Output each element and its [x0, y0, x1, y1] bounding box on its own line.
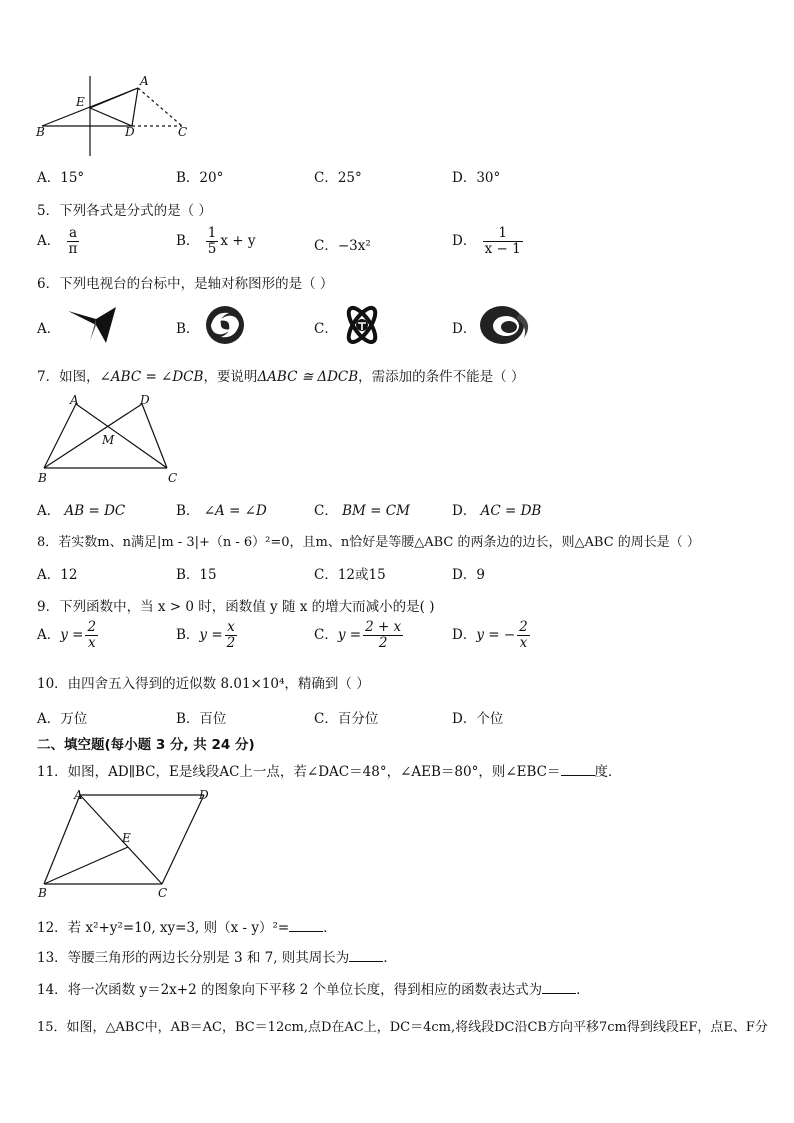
q9-a-fraction: $\frac{2}{x}$	[87, 619, 97, 651]
q11-label-d: D	[199, 788, 209, 802]
q5-a-fraction: $\frac{a}{\pi}$	[68, 225, 78, 257]
q9-option-a: A．y = $\frac{2}{x}$	[37, 619, 97, 651]
q4-option-a: A．15°	[37, 170, 85, 186]
q13-answer-blank[interactable]	[349, 960, 383, 962]
q6-option-d-label: D．	[452, 321, 477, 337]
q4-label-a: A	[140, 74, 149, 88]
q9-d-fraction: $\frac{2}{x}$	[519, 619, 528, 651]
q13-question: 13．等腰三角形的两边长分别是 3 和 7, 则其周长为 ．	[37, 950, 397, 966]
section-title: 二、填空题(每小题 3 分, 共 24 分)	[37, 737, 255, 753]
q7-label-c: C	[168, 471, 178, 484]
q9-question: 9．下列函数中，当 x > 0 时，函数值 y 随 x 的增大而减小的是( )	[37, 599, 435, 615]
q8-question: 8．若实数m、n满足|m - 3|+（n - 6）²=0，且m、n恰好是等腰△ABC 的两条边的边长，则△ABC 的周长是（ ）	[37, 535, 700, 550]
q9-option-c: C．y = $\frac{2 + x}{2}$	[314, 619, 402, 651]
q9-option-d: D．y = − $\frac{2}{x}$	[452, 619, 528, 651]
q8-option-b: B．15	[176, 567, 217, 583]
q12-question: 12．若 x²+y²=10, xy=3, 则（x - y）²= ．	[37, 920, 337, 936]
q7-option-b: B． ∠A = ∠D	[176, 503, 267, 519]
q11-label-c: C	[158, 886, 168, 899]
q5-d-prefix: D．	[452, 233, 477, 249]
q11-label-e: E	[122, 831, 131, 845]
q10-option-d: D．个位	[452, 711, 504, 727]
q7-label-a: A	[70, 393, 79, 407]
q5-option-a	[37, 226, 81, 257]
q8-option-c: C．12或15	[314, 567, 386, 583]
q11-label-b: B	[38, 886, 47, 899]
q9-option-b: B．y = $\frac{x}{2}$	[176, 619, 236, 651]
q5-option-b	[176, 226, 255, 257]
q4-option-c: C．25°	[314, 170, 362, 186]
q4-label-c: C	[178, 125, 188, 139]
q4-option-b: B．20°	[176, 170, 224, 186]
q7-figure	[34, 392, 184, 484]
q12-answer-blank[interactable]	[289, 930, 323, 932]
q7-label-b: B	[38, 471, 47, 484]
q5-b-rest: x + y	[220, 233, 256, 249]
q6-logo-b-icon	[203, 303, 247, 347]
q14-question: 14．将一次函数 y＝2x+2 的图象向下平移 2 个单位长度，得到相应的函数表达式为 ．	[37, 982, 590, 998]
q5-question: 5．下列各式是分式的是（ ）	[37, 203, 212, 219]
q5-option-c: C．−3x²	[314, 238, 371, 254]
q10-option-c: C．百分位	[314, 711, 379, 727]
q4-label-b: B	[36, 125, 45, 139]
q11-label-a: A	[74, 788, 83, 802]
q7-label-m: M	[102, 433, 115, 447]
q11-answer-blank[interactable]	[561, 774, 595, 776]
q9-c-fraction: $\frac{2 + x}{2}$	[365, 619, 402, 651]
q7-option-a: A． AB = DC	[37, 503, 126, 519]
q6-option-c-label: C．	[314, 321, 338, 337]
q10-option-a: A．万位	[37, 711, 88, 727]
q4-option-d: D．30°	[452, 170, 501, 186]
q5-b-fraction: $\frac{1}{5}$	[207, 225, 217, 257]
q14-answer-blank[interactable]	[542, 992, 576, 994]
q7-condition: ∠ABC = ∠DCB	[99, 369, 204, 385]
q9-b-fraction: $\frac{x}{2}$	[226, 619, 236, 651]
q7-label-d: D	[140, 393, 150, 407]
q4-figure	[30, 70, 200, 162]
q7-option-d: D． AC = DB	[452, 503, 542, 519]
q11-figure	[36, 787, 216, 899]
q6-option-b-label: B．	[176, 321, 200, 337]
q6-question: 6．下列电视台的台标中，是轴对称图形的是（ ）	[37, 276, 334, 292]
q4-label-e: E	[76, 95, 85, 109]
q8-option-a: A．12	[37, 567, 78, 583]
q6-logo-d-icon	[476, 304, 534, 346]
q7-option-c: C． BM = CM	[314, 503, 410, 519]
q8-option-d: D．9	[452, 567, 485, 583]
q5-d-fraction: $\frac{1}{x - 1}$	[484, 225, 521, 257]
q6-option-a-label: A．	[37, 321, 61, 337]
q10-option-b: B．百位	[176, 711, 227, 727]
q6-logo-c-icon	[340, 302, 384, 348]
q5-b-prefix: B．	[176, 233, 200, 249]
q5-option-d	[452, 226, 525, 257]
q5-a-prefix: A．	[37, 233, 61, 249]
q7-question: 7．如图，∠ABC = ∠DCB，要说明ΔABC ≅ ΔDCB，需添加的条件不能是（ ）	[37, 369, 525, 385]
q4-label-d: D	[125, 125, 135, 139]
q6-logo-a-icon	[66, 303, 122, 347]
q7-congruence: ΔABC ≅ ΔDCB	[257, 369, 359, 385]
q10-question: 10．由四舍五入得到的近似数 8.01×10⁴，精确到（ ）	[37, 676, 370, 692]
q11-question: 11．如图，AD∥BC，E是线段AC上一点，若∠DAC＝48°，∠AEB＝80°，则∠EBC＝ 度．	[37, 764, 622, 780]
q15-question: 15．如图，△ABC中，AB＝AC，BC＝12cm,点D在AC上，DC＝4cm,将线段DC沿CB方向平移7cm得到线段EF，点E、F分	[37, 1020, 768, 1035]
